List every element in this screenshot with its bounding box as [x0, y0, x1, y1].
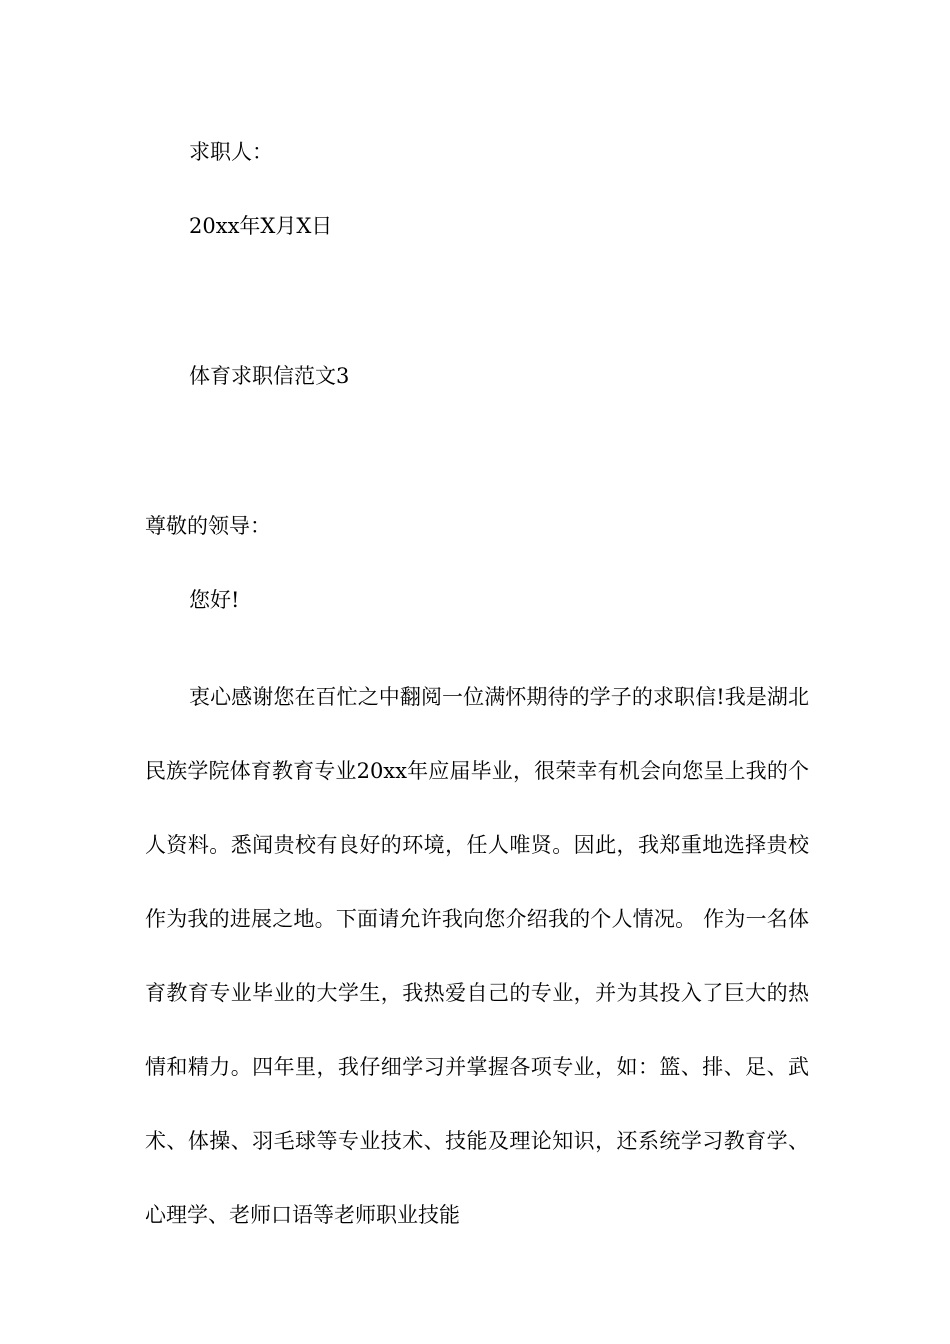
- greeting: 您好!: [189, 588, 240, 612]
- section-title: 体育求职信范文3: [189, 364, 350, 388]
- signature-label: 求职人：: [189, 140, 273, 164]
- body-paragraph: 衷心感谢您在百忙之中翻阅一位满怀期待的学子的求职信!我是湖北民族学院体育教育专业20xx年应届毕业，很荣幸有机会向您呈上我的个人资料。悉闻贵校有良好的环境，任人唯贤。因此，我郑重地选择贵校作为我的进展之地。下面请允许我向您介绍我的个人情况。 作为一名体育教育专业毕业的大学生，我热爱自己的专业，并为其投入了巨大的热情和精力。四年里，我仔细学习并掌握各项专业，如：篮、排、足、武术、体操、羽毛球等专业技术、技能及理论知识，还系统学习教育学、心理学、老师口语等老师职业技能: [145, 685, 809, 1227]
- salutation: 尊敬的领导：: [145, 514, 271, 538]
- letter-date: 20xx年X月X日: [189, 214, 333, 238]
